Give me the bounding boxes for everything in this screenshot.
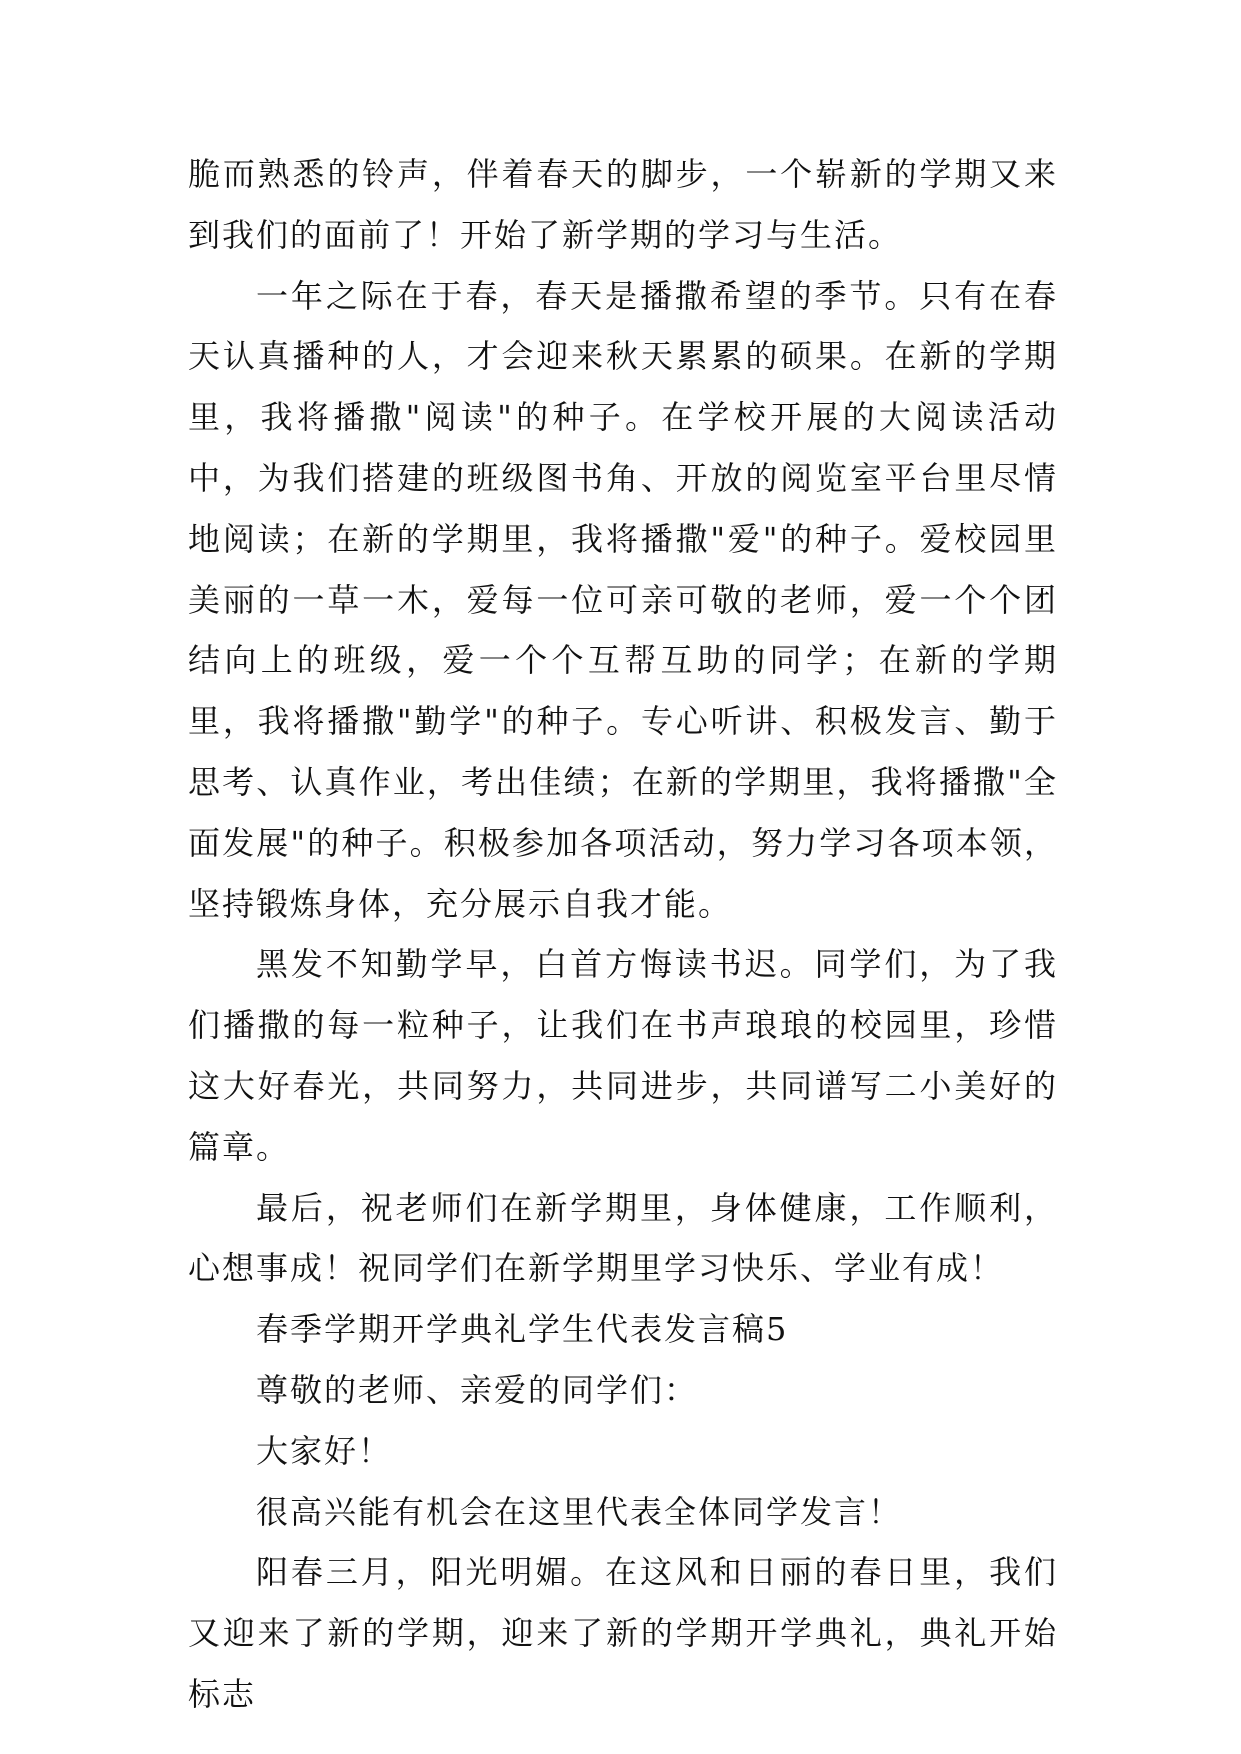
paragraph-closing-wishes: 最后，祝老师们在新学期里，身体健康，工作顺利，心想事成！祝同学们在新学期里学习快乐、学业有成！ bbox=[188, 1188, 1058, 1288]
paragraph-opening: 脆而熟悉的铃声，伴着春天的脚步，一个崭新的学期又来到我们的面前了！开始了新学期的学习与生活。 bbox=[188, 155, 1058, 254]
greeting: 大家好！ bbox=[256, 1431, 393, 1470]
paragraph-honored: 很高兴能有机会在这里代表全体同学发言！ bbox=[256, 1492, 903, 1531]
paragraph-sowing-seeds: 一年之际在于春，春天是播撒希望的季节。只有在春天认真播种的人，才会迎来秋天累累的硕果。在新的学期里，我将播撒"阅读"的种子。在学校开展的大阅读活动中，为我们搭建的班级图书角、开放的阅览室平台里尽情地阅读；在新的学期里，我将播撒"爱"的种子。爱校园里美丽的一草一木，爱每一位可亲可敬的老师，爱一个个团结向上的班级，爱一个个互帮互助的同学；在新的学期里，我将播撒"勤学"的种子。专心听讲、积极发言、勤于思考、认真作业，考出佳绩；在新的学期里，我将播撒"全面发展"的种子。积极参加各项活动，努力学习各项本领，坚持锻炼身体，充分展示自我才能。 bbox=[188, 276, 1058, 923]
paragraph-cherish-time: 黑发不知勤学早，白首方悔读书迟。同学们，为了我们播撒的每一粒种子，让我们在书声琅琅的校园里，珍惜这大好春光，共同努力，共同进步，共同谱写二小美好的篇章。 bbox=[188, 945, 1058, 1166]
paragraph-spring-march: 阳春三月，阳光明媚。在这风和日丽的春日里，我们又迎来了新的学期，迎来了新的学期开学典礼，典礼开始标志 bbox=[188, 1553, 1058, 1713]
speech-title: 春季学期开学典礼学生代表发言稿5 bbox=[256, 1310, 789, 1349]
document-page bbox=[188, 144, 1058, 1725]
salutation: 尊敬的老师、亲爱的同学们： bbox=[256, 1370, 699, 1409]
